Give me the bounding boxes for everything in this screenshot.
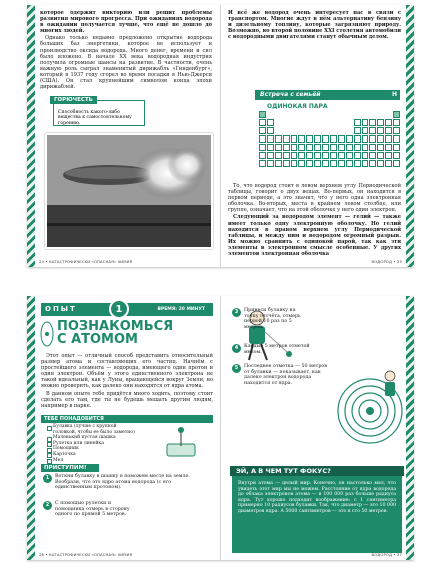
periodic-table-cell — [267, 111, 274, 118]
periodic-table-cell — [362, 119, 369, 126]
periodic-table-cell — [298, 152, 305, 159]
periodic-table-cell — [267, 127, 274, 134]
title-line: С АТОМОМ — [57, 332, 138, 347]
periodic-table-cell — [354, 152, 361, 159]
periodic-table-cell — [306, 111, 313, 118]
step-number: 4 — [232, 344, 241, 353]
periodic-table-cell — [291, 160, 298, 167]
intro-paragraph: В данном опыте тебе придётся много ходить, поэтому стоит сделать его там, где ты не будешь мешать другим людям, например в парке. — [41, 390, 213, 409]
start-header: ПРИСТУПИМ! — [41, 464, 99, 472]
periodic-table-cell — [338, 152, 345, 159]
periodic-table-cell — [314, 152, 321, 159]
periodic-table-cell — [298, 119, 305, 126]
periodic-table-cell — [346, 152, 353, 159]
periodic-table-cell — [385, 152, 392, 159]
periodic-table-cell — [338, 111, 345, 118]
periodic-table-cell — [275, 152, 282, 159]
periodic-table-cell — [275, 144, 282, 151]
instruction-step — [43, 474, 203, 491]
lead-paragraph: которое одержит викторию или решит проблемы развития мирового прогресса. При ожиданиях водорода в ожидании получается лучше, что ещё не дошло до многих людей. — [40, 10, 212, 35]
periodic-table-cell — [338, 135, 345, 142]
periodic-table-cell — [377, 144, 384, 151]
periodic-table-cell — [259, 119, 266, 126]
periodic-table-cell — [322, 144, 329, 151]
periodic-table-cell — [330, 111, 337, 118]
periodic-table-cell — [314, 111, 321, 118]
page-edge-stripe — [406, 5, 414, 267]
periodic-table-cell — [330, 160, 337, 167]
periodic-table-cell — [362, 152, 369, 159]
periodic-table-cell — [298, 127, 305, 134]
periodic-table-cell — [298, 160, 305, 167]
airship-fire-illustration — [47, 135, 213, 249]
periodic-table-cell — [283, 127, 290, 134]
periodic-table-cell — [354, 135, 361, 142]
left-page-text — [40, 10, 212, 91]
title-line: ПОЗНАКОМЬСЯ — [57, 319, 174, 334]
materials-list-item: Рулетка или линейка — [47, 441, 137, 447]
callout-text: Способность какого-либо вещества к самостоятельному горению. — [58, 110, 132, 126]
periodic-table-cell — [259, 144, 266, 151]
periodic-table-cell — [362, 144, 369, 151]
periodic-table-cell — [369, 119, 376, 126]
periodic-table-cell — [393, 135, 400, 142]
periodic-table-cell — [259, 135, 266, 142]
materials-list-item: Карточка — [47, 452, 137, 458]
pair-title: ОДИНОКАЯ ПАРА — [267, 103, 328, 110]
periodic-table-cell — [346, 135, 353, 142]
periodic-table-cell — [393, 144, 400, 151]
step-number: 5 — [232, 364, 241, 373]
periodic-table-cell — [362, 111, 369, 118]
periodic-table-cell — [322, 111, 329, 118]
step-text: Последнее отметка — 50 метров от булавки — показывает, как далеко электрон водорода находится от ядра. — [244, 364, 327, 387]
page-footer-left: 26 • КАТАСТРОФИЧЕСКИ «ОПАСНАЯ» ХИМИЯ — [39, 552, 133, 557]
atom-small-icon — [39, 320, 55, 348]
periodic-table-cell — [322, 127, 329, 134]
experiment-label: ОПЫТ — [45, 305, 77, 313]
page-footer-left: 24 • КАТАСТРОФИЧЕСКИ «ОПАСНАЯ» ХИМИЯ — [39, 259, 133, 264]
periodic-table-cell — [259, 127, 266, 134]
periodic-table-cell — [306, 119, 313, 126]
periodic-table-cell — [267, 160, 274, 167]
periodic-table-cell — [259, 160, 266, 167]
body-paragraph: То, что водород стоит в левом верхнем углу Периодической таблицы, говорит о двух вещах. Во-первых, он находится в первом периоде, а это значит, что у него одна электронная оболочка. Во-вторых, места в крайнем левом столбце, или группе, означает, что на этой оболочке у него один электрон. — [228, 183, 401, 214]
periodic-table-cell — [369, 111, 376, 118]
periodic-table-cell — [354, 111, 361, 118]
materials-list-item: Мел — [47, 458, 137, 464]
periodic-table-cell — [377, 160, 384, 167]
page-edge-stripe — [406, 296, 414, 560]
periodic-table-cell — [283, 111, 290, 118]
materials-list-item: Маленький пустая шашка — [47, 435, 137, 441]
periodic-table-cell — [275, 160, 282, 167]
periodic-table-cell — [338, 144, 345, 151]
periodic-table-cell — [322, 135, 329, 142]
step-number: 3 — [232, 308, 241, 317]
periodic-table-cell — [338, 160, 345, 167]
periodic-table-cell — [385, 144, 392, 151]
periodic-table-cell — [369, 135, 376, 142]
body-paragraph: Однако только недавно предложено открытие водорода больших баз энергетики, которое не использует и производство оксида водорода. Много денег, времени и сил было вложено. В начале ХХ века водородная индустрия получила огромные шансы на развитие. В частности, очень важную роль сыграл знаменитый дирижабль «Гинденбург», который в 1937 году сгорел во время посадки в Нью-Джерси (США). Он стал крупнейшим символом конца эпохи дирижаблей. — [40, 35, 212, 91]
periodic-table-cell — [346, 127, 353, 134]
periodic-table-cell — [346, 111, 353, 118]
periodic-table-cell — [385, 111, 392, 118]
periodic-table-cell — [306, 127, 313, 134]
banner-element-symbol: H — [391, 91, 397, 98]
periodic-table-cell — [283, 144, 290, 151]
periodic-table-cell — [354, 144, 361, 151]
periodic-table-cell — [298, 135, 305, 142]
step-text: Кэндые 5 метров отметой мелом. — [244, 344, 310, 355]
hindenburg-photo — [45, 133, 213, 249]
page-gutter — [220, 296, 221, 560]
periodic-table-cell — [275, 127, 282, 134]
periodic-table-cell — [291, 111, 298, 118]
right-page-top-text — [228, 10, 401, 41]
periodic-table-cell — [291, 127, 298, 134]
periodic-table-cell — [283, 119, 290, 126]
periodic-table-cell — [259, 152, 266, 159]
periodic-table-cell — [393, 119, 400, 126]
periodic-table-cell — [267, 152, 274, 159]
intro-paragraph: И всё же водород очень интересует нас в связи с транспортом. Многие ждут в нём альтернативу бензину и дизельному топливу, которые загрязняют природу. Возможно, во второй половине XXI столетия автомобили с водородными двигателями станут обычным делом. — [228, 10, 401, 41]
periodic-table-cell — [330, 152, 337, 159]
periodic-table-cell — [369, 152, 376, 159]
bold-paragraph: Следующий за водородом элемент — гелий — также имеет только одну электронную оболочку. Но гелий находится в правом верхнем углу Периодической таблицы, и между ним и водородом огромный разрыв. Их можно сравнить с одинокой парой, так как эти элементы в электронном смысле особенные. У других элементов электронная оболочка — [228, 214, 401, 258]
periodic-table-cell — [362, 127, 369, 134]
periodic-table-cell — [306, 144, 313, 151]
book-spread-bottom — [27, 296, 414, 560]
periodic-table-cell — [354, 119, 361, 126]
periodic-table-cell — [267, 144, 274, 151]
periodic-table-diagram — [259, 111, 400, 167]
concentric-rings-illustration — [335, 356, 405, 466]
periodic-table-cell — [385, 160, 392, 167]
intro-text — [41, 353, 213, 410]
periodic-table-cell — [393, 111, 400, 118]
periodic-table-cell — [306, 160, 313, 167]
periodic-table-cell — [377, 152, 384, 159]
right-page-body-text — [228, 183, 401, 258]
periodic-table-cell — [362, 135, 369, 142]
time-label: ВРЕМЯ: 20 МИНУТ — [157, 306, 205, 312]
periodic-table-cell — [377, 135, 384, 142]
periodic-table-cell — [298, 144, 305, 151]
periodic-table-cell — [306, 135, 313, 142]
intro-paragraph: Этот опыт — отличный способ представить относительный размер атома и составляющих его частиц. Начнём с простейшего элемента — водорода, имеющего один протон и один электрон. Объём у этого единственного электрона не такой идеальный, как у Луны, вращающейся вокруг Земли, но можно проверить, как далеко они находятся от ядра атома. — [41, 353, 213, 390]
periodic-table-cell — [322, 160, 329, 167]
banner-label: Встреча с семьёй — [260, 91, 321, 98]
faq-box — [232, 467, 402, 553]
page-footer-right: ВОДОРОД • 27 — [371, 552, 402, 557]
step-number: 2 — [43, 501, 52, 510]
periodic-table-cell — [291, 119, 298, 126]
periodic-table-cell — [338, 127, 345, 134]
instruction-step — [232, 364, 327, 387]
periodic-table-cell — [377, 111, 384, 118]
periodic-table-cell — [259, 111, 266, 118]
periodic-table-cell — [377, 119, 384, 126]
periodic-table-cell — [291, 135, 298, 142]
periodic-table-cell — [314, 135, 321, 142]
book-spread-top — [27, 5, 414, 267]
periodic-table-cell — [362, 160, 369, 167]
experiment-title — [57, 320, 173, 346]
callout-title: ГОРЮЧЕСТЬ — [50, 96, 97, 104]
periodic-table-cell — [291, 152, 298, 159]
page-edge-stripe — [27, 5, 35, 267]
materials-list-item: Помощник — [47, 446, 137, 452]
periodic-table-cell — [267, 135, 274, 142]
materials-header: ТЕБЕ ПОНАДОБИТСЯ — [41, 415, 213, 423]
step-text: С помощью рулетки и помощника отмерь в сторону одного по прямой 5 метров. — [55, 501, 130, 518]
section-banner — [255, 90, 400, 100]
periodic-table-cell — [330, 119, 337, 126]
periodic-table-cell — [267, 119, 274, 126]
page-edge-stripe — [27, 296, 35, 560]
periodic-table-cell — [385, 127, 392, 134]
faq-text: Внутри атома — целый мир. Конечно, он настолько мал, что увидеть этот мир мы не можем. Расстояние от ядра водорода до облака электронов атома — в 100 000 раз больше радиуса ядра. Тут хорошо подходит воображение: с 1 сантиметра примерно 10 радиусов булавки. Так, что диаметр — это 10 000 диаметров ядра. А 5000 сантиметров — это в сто 50 метров. — [238, 481, 396, 514]
periodic-table-cell — [306, 152, 313, 159]
periodic-table-cell — [369, 127, 376, 134]
periodic-table-cell — [314, 119, 321, 126]
periodic-table-cell — [330, 135, 337, 142]
step-number: 1 — [43, 474, 52, 483]
periodic-table-cell — [314, 160, 321, 167]
instruction-step — [43, 501, 138, 518]
step-text: Воткни булавку в шашку в поможем месте на земле. Вообрази, что это ядро атома водорода (с его единственным протоном). — [55, 474, 190, 491]
periodic-table-cell — [377, 127, 384, 134]
periodic-table-cell — [283, 160, 290, 167]
pin-in-cork-illustration — [153, 426, 209, 460]
page-footer-right: ВОДОРОД • 25 — [371, 259, 402, 264]
instruction-step — [232, 344, 327, 355]
periodic-table-cell — [330, 144, 337, 151]
page-gutter — [220, 5, 221, 267]
periodic-table-cell — [322, 152, 329, 159]
faq-title: ЭЙ, А В ЧЕМ ТУТ ФОКУС? — [230, 466, 404, 476]
periodic-table-cell — [393, 160, 400, 167]
periodic-table-cell — [322, 119, 329, 126]
experiment-number-badge: 1 — [109, 299, 129, 319]
step-text: Принеси булавку на точку отсчёта, отмерь первой 10 раз по 5 метров. — [244, 308, 301, 331]
periodic-table-cell — [275, 111, 282, 118]
periodic-table-cell — [275, 119, 282, 126]
periodic-table-cell — [291, 144, 298, 151]
periodic-table-cell — [385, 119, 392, 126]
instruction-step — [232, 308, 307, 331]
periodic-table-cell — [346, 160, 353, 167]
periodic-table-cell — [354, 160, 361, 167]
periodic-table-cell — [298, 111, 305, 118]
periodic-table-cell — [283, 152, 290, 159]
periodic-table-cell — [354, 127, 361, 134]
periodic-table-cell — [330, 127, 337, 134]
periodic-table-cell — [314, 127, 321, 134]
periodic-table-cell — [275, 135, 282, 142]
definition-callout — [53, 97, 145, 126]
periodic-table-cell — [346, 144, 353, 151]
periodic-table-cell — [393, 127, 400, 134]
periodic-table-cell — [283, 135, 290, 142]
periodic-table-cell — [346, 119, 353, 126]
materials-list — [47, 424, 137, 463]
periodic-table-cell — [393, 152, 400, 159]
periodic-table-cell — [385, 135, 392, 142]
periodic-table-cell — [314, 144, 321, 151]
periodic-table-cell — [369, 144, 376, 151]
periodic-table-cell — [338, 119, 345, 126]
periodic-table-cell — [369, 160, 376, 167]
materials-list-item: Булавка (лучше с крупной головкой, чтобы ее было заметно) — [47, 424, 137, 435]
